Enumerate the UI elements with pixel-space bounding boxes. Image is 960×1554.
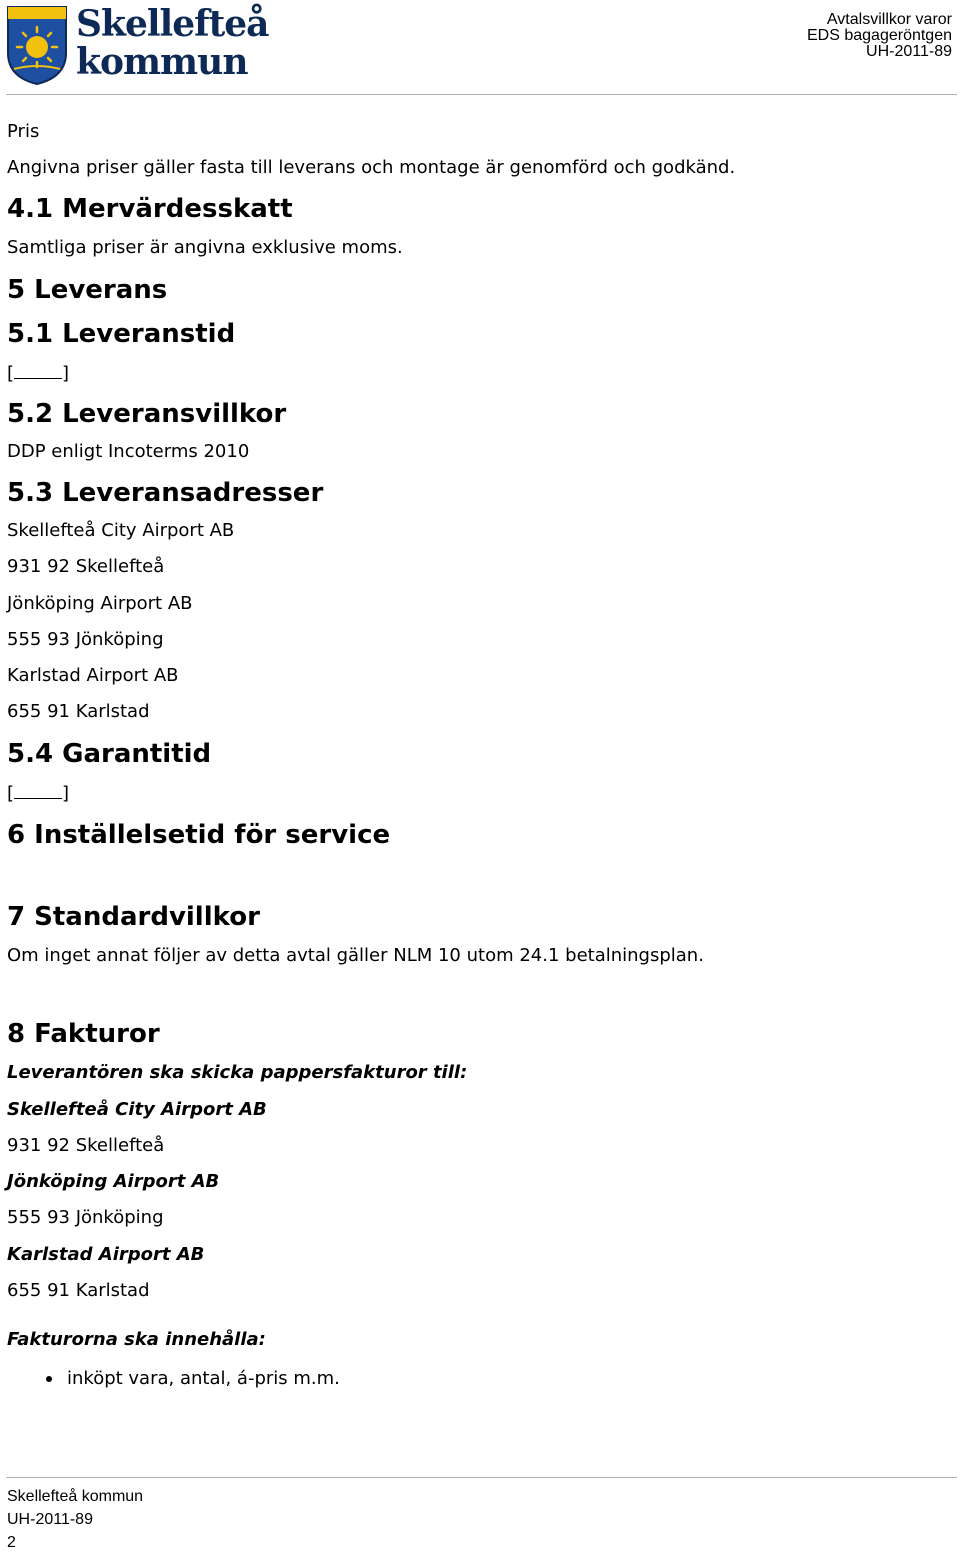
footer-reference: UH-2011-89 [7,1511,93,1528]
leveranstid-placeholder [7,362,69,385]
moms-heading: 4.1 Mervärdesskatt [7,194,293,224]
invoice-address-postal: 931 92 Skellefteå [7,1135,165,1156]
page-footer [7,1485,143,1554]
fakturor-content-heading: Fakturorna ska innehålla: [7,1329,266,1350]
invoice-address-company: Karlstad Airport AB [7,1244,205,1265]
pris-heading: Pris [7,121,40,142]
fakturor-intro: Leverantören ska skicka pappersfakturor till: [7,1062,468,1083]
logo-text-line2: kommun [76,41,248,83]
address-line: 931 92 Skellefteå [7,556,165,577]
skelleftea-kommun-logo [6,3,269,87]
garantitid-placeholder [7,782,69,805]
bracket-close: ] [62,363,70,384]
invoice-address-company: Skellefteå City Airport AB [7,1099,267,1120]
service-heading: 6 Inställelsetid för service [7,820,391,850]
leveransadresser-heading: 5.3 Leveransadresser [7,478,324,508]
address-line: Jönköping Airport AB [7,593,193,614]
header-divider [6,94,957,95]
bracket-close: ] [62,783,70,804]
leveransvillkor-text: DDP enligt Incoterms 2010 [7,441,250,462]
standard-text: Om inget annat följer av detta avtal gäller NLM 10 utom 24.1 betalningsplan. [7,945,704,966]
page-header [0,0,960,96]
leveranstid-heading: 5.1 Leveranstid [7,319,236,349]
leveransvillkor-heading: 5.2 Leveransvillkor [7,399,287,429]
pris-text: Angivna priser gäller fasta till leverans och montage är genomförd och godkänd. [7,157,736,178]
blank-field [14,782,62,799]
invoice-address-postal: 555 93 Jönköping [7,1207,164,1228]
fakturor-heading: 8 Fakturor [7,1019,160,1049]
address-line: 655 91 Karlstad [7,701,150,722]
list-item-text: inköpt vara, antal, á-pris m.m. [67,1368,340,1389]
coat-of-arms-icon [6,5,68,85]
bullet-icon [46,1376,52,1382]
invoice-address-postal: 655 91 Karlstad [7,1280,150,1301]
document-info [807,12,952,60]
moms-text: Samtliga priser är angivna exklusive moms. [7,237,403,258]
document-title: Avtalsvillkor varor [826,11,952,28]
garantitid-heading: 5.4 Garantitid [7,739,212,769]
document-reference: UH-2011-89 [866,43,952,60]
logo-text-line1: Skellefteå [76,3,269,45]
blank-field [14,362,62,379]
document-subject: EDS bagageröntgen [807,27,952,44]
address-line: 555 93 Jönköping [7,629,164,650]
invoice-address-company: Jönköping Airport AB [7,1171,220,1192]
address-line: Karlstad Airport AB [7,665,179,686]
address-line: Skellefteå City Airport AB [7,520,235,541]
standard-heading: 7 Standardvillkor [7,902,260,932]
page-number: 2 [7,1534,16,1551]
leverans-heading: 5 Leverans [7,275,168,305]
footer-divider [6,1477,957,1478]
bracket-open: [ [7,783,15,804]
bracket-open: [ [7,363,15,384]
footer-org: Skellefteå kommun [7,1488,144,1505]
